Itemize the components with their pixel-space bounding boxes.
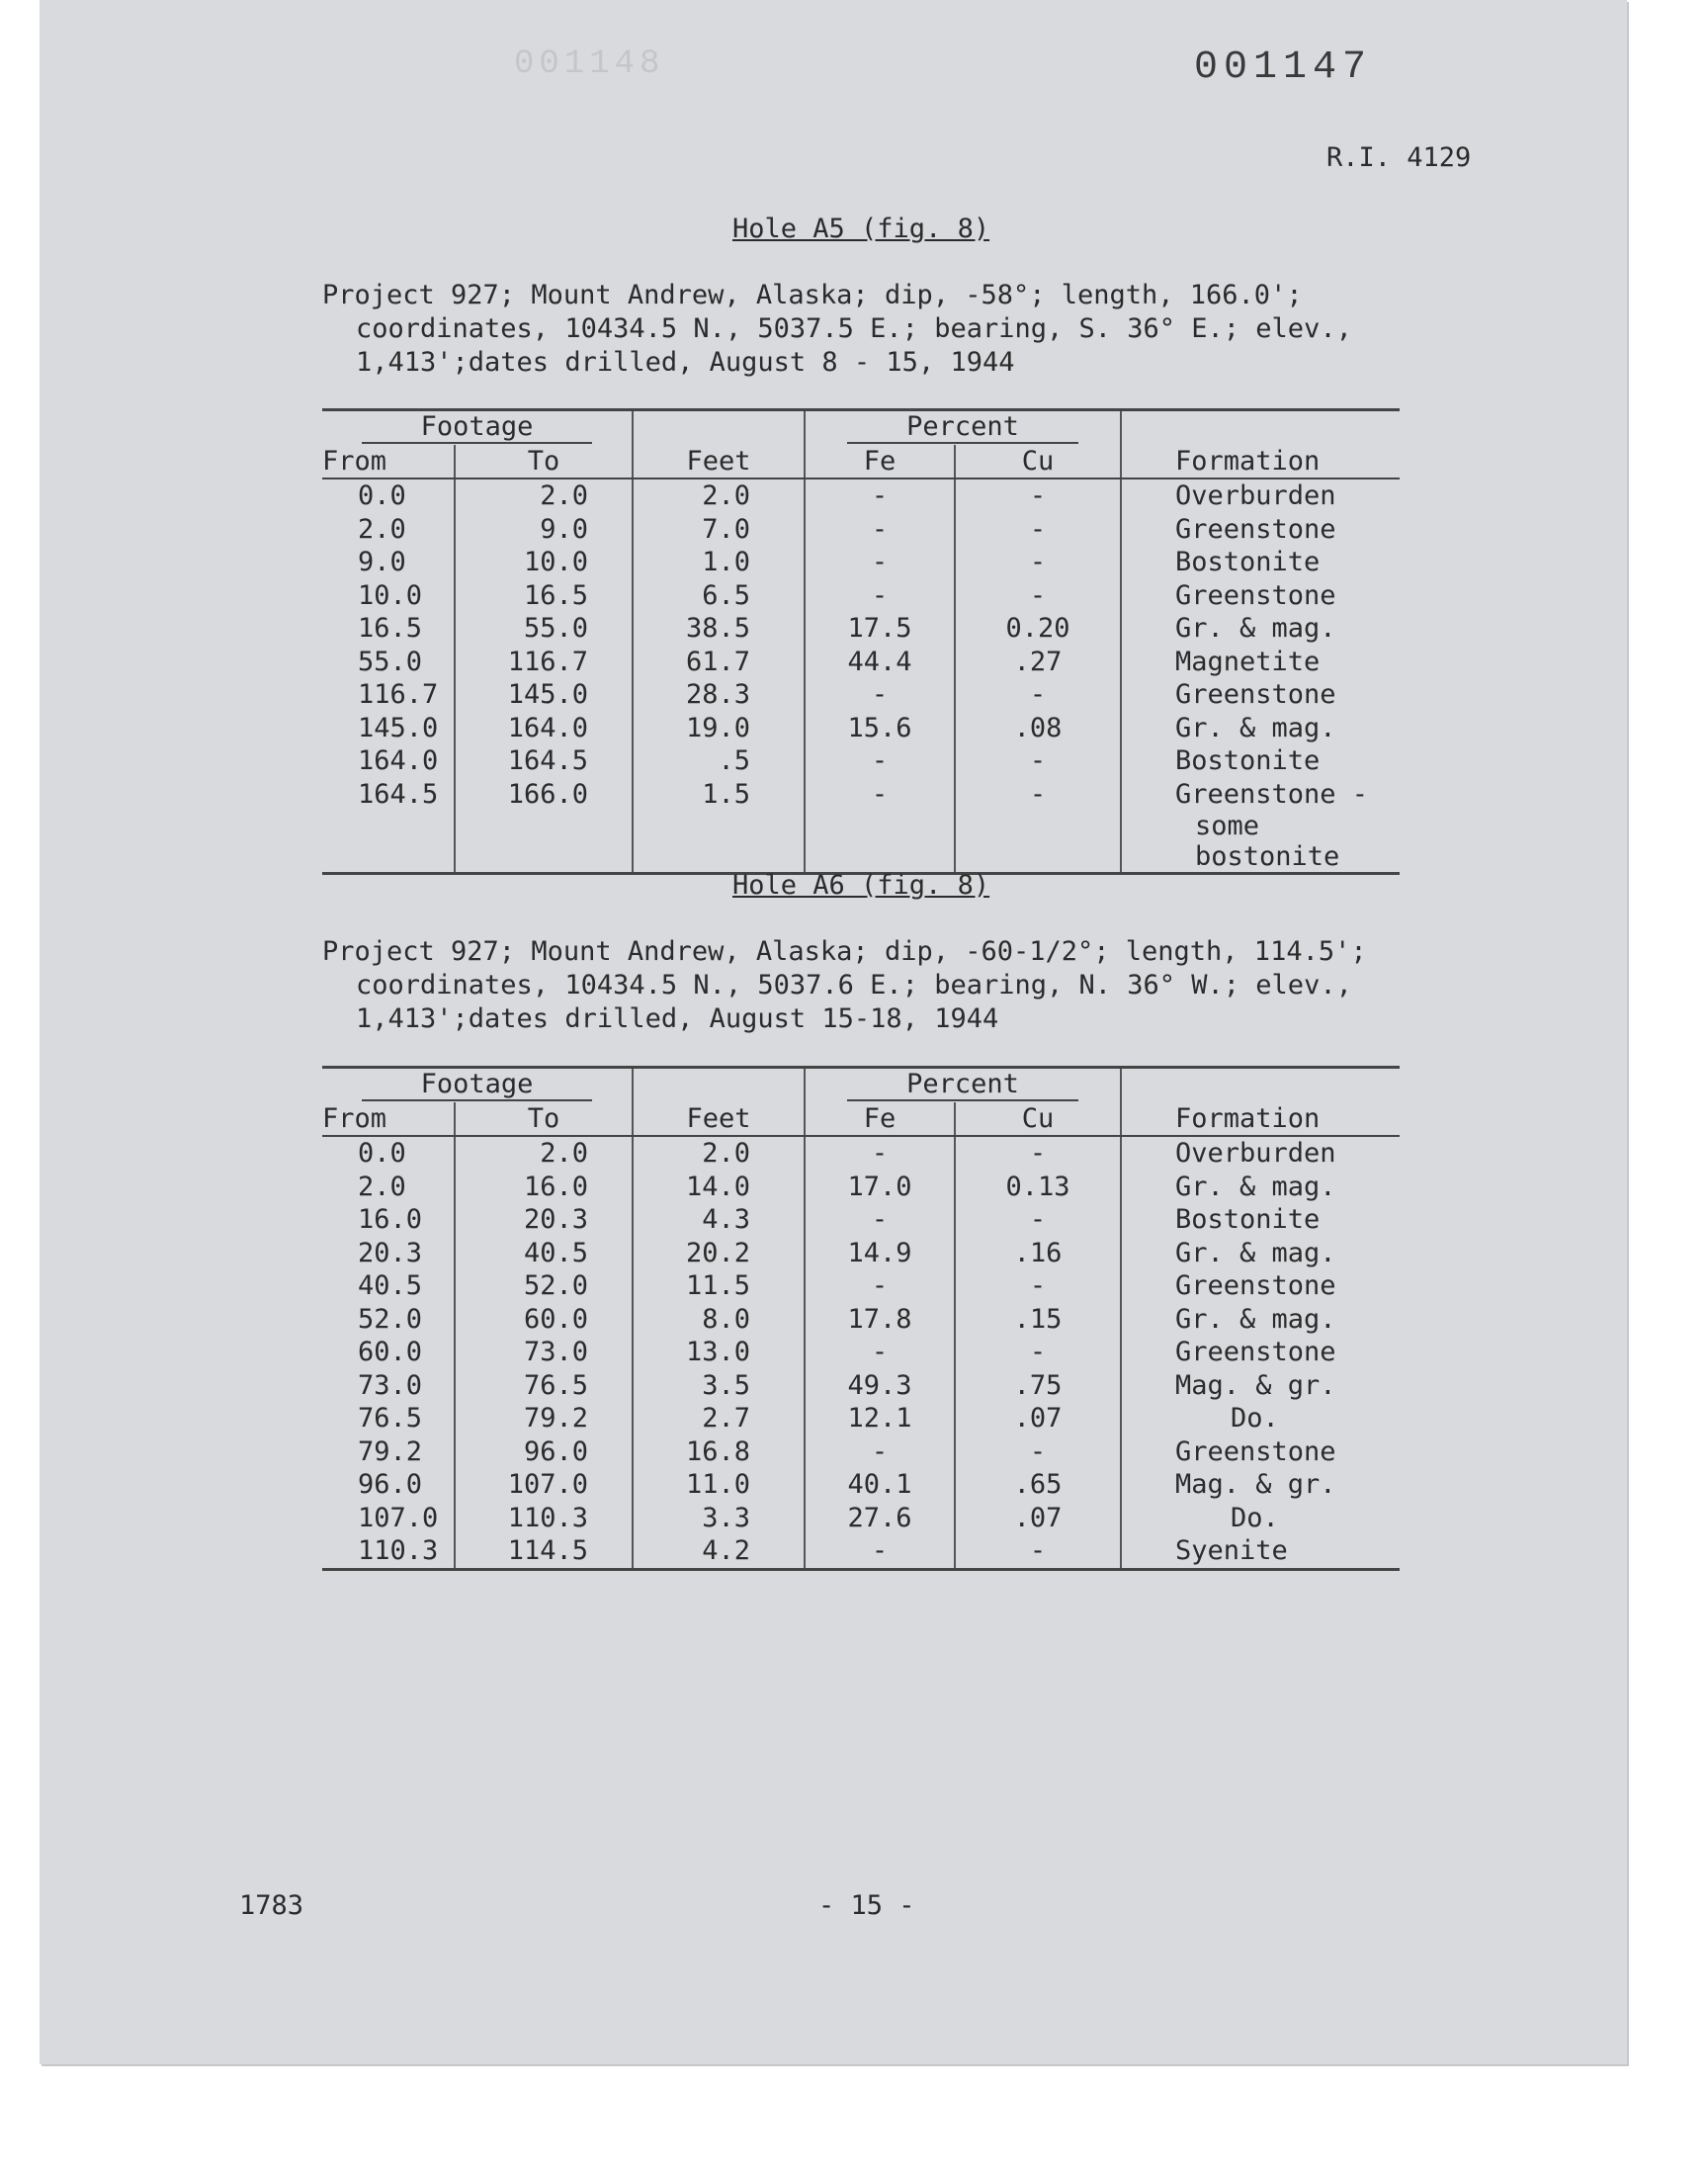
cell-cu: -: [955, 678, 1121, 712]
cell-formation: Greenstone: [1121, 1336, 1400, 1369]
fe-header: Fe: [805, 445, 955, 479]
cell-feet: 16.8: [633, 1436, 805, 1469]
formation-header: Formation: [1121, 1102, 1400, 1137]
hole-a6-table: [322, 1066, 1400, 1571]
cell-formation: Mag. & gr.: [1121, 1369, 1400, 1403]
cell-fe: -: [805, 579, 955, 613]
cell-to: 166.0: [455, 778, 633, 812]
cell-from: 116.7: [358, 679, 439, 711]
formation-header: Formation: [1121, 445, 1400, 479]
table-row: [322, 1136, 1400, 1171]
cell-from: 145.0: [358, 712, 439, 743]
cell-formation: Bostonite: [1121, 546, 1400, 579]
cell-fe: 15.6: [805, 712, 955, 745]
cell-fe: 17.8: [805, 1303, 955, 1337]
cell-fe: -: [805, 478, 955, 513]
cell-formation: Greenstone: [1121, 678, 1400, 712]
cell-feet: 1.0: [633, 546, 805, 579]
table-row: [322, 1468, 1400, 1502]
cell-cu: -: [955, 1203, 1121, 1237]
cell-formation: Greenstone: [1121, 579, 1400, 613]
cell-fe: [805, 811, 955, 874]
cell-from: 164.5: [358, 778, 439, 810]
hole-a5-desc-line-3: 1,413';dates drilled, August 8 - 15, 1944: [356, 347, 1015, 378]
cell-to: 76.5: [455, 1369, 633, 1403]
from-header: From: [322, 1102, 455, 1137]
cell-to: 73.0: [455, 1336, 633, 1369]
cell-feet: 28.3: [633, 678, 805, 712]
cell-fe: -: [805, 1436, 955, 1469]
cell-formation: Greenstone: [1121, 1436, 1400, 1469]
cell-to: 52.0: [455, 1269, 633, 1303]
cell-feet: 2.7: [633, 1402, 805, 1436]
cell-from: 76.5: [358, 1403, 423, 1435]
cell-cu: -: [955, 1336, 1121, 1369]
document-stamp-number: 001147: [1194, 45, 1373, 90]
cell-formation: Mag. & gr.: [1121, 1468, 1400, 1502]
cell-to: 16.0: [455, 1171, 633, 1204]
table-row: [322, 646, 1400, 679]
cell-cu: .27: [955, 646, 1121, 679]
cell-feet: 2.0: [633, 478, 805, 513]
cell-formation: Do.: [1121, 1402, 1400, 1436]
cell-fe: 12.1: [805, 1402, 955, 1436]
cell-from: 0.0: [358, 480, 406, 512]
table-subheader-row: [322, 445, 1400, 479]
cell-to: 55.0: [455, 612, 633, 646]
cell-formation: Bostonite: [1121, 1203, 1400, 1237]
cell-fe: -: [805, 1269, 955, 1303]
table-row: [322, 1269, 1400, 1303]
cell-feet: 8.0: [633, 1303, 805, 1337]
cell-from: 110.3: [322, 1534, 455, 1569]
hole-a5-table: [322, 408, 1400, 875]
cell-to: 40.5: [455, 1237, 633, 1270]
footage-group-header: Footage: [322, 1068, 633, 1102]
cell-cu: 0.20: [955, 612, 1121, 646]
cell-to: 79.2: [455, 1402, 633, 1436]
cell-feet: 13.0: [633, 1336, 805, 1369]
cell-to: 110.3: [455, 1502, 633, 1535]
table-header-row: [322, 410, 1400, 445]
cell-cu: -: [955, 1534, 1121, 1569]
cell-cu: -: [955, 1436, 1121, 1469]
cell-to: 2.0: [455, 478, 633, 513]
cell-to: 96.0: [455, 1436, 633, 1469]
cell-feet: 4.2: [633, 1534, 805, 1569]
to-header: To: [455, 1102, 633, 1137]
cell-formation: some bostonite: [1121, 811, 1400, 874]
cell-to: 60.0: [455, 1303, 633, 1337]
bleed-through-stamp: 001148: [514, 45, 665, 83]
cell-formation: Syenite: [1121, 1534, 1400, 1569]
cell-from: 16.5: [358, 613, 423, 645]
cell-cu: .16: [955, 1237, 1121, 1270]
to-header: To: [455, 445, 633, 479]
cell-fe: 44.4: [805, 646, 955, 679]
cell-from: 96.0: [358, 1469, 423, 1501]
cell-cu: [955, 811, 1121, 874]
table-row: [322, 1402, 1400, 1436]
document-page: [40, 0, 1627, 2064]
cell-from: 9.0: [358, 547, 406, 578]
cell-formation: Greenstone -: [1121, 778, 1400, 812]
cell-feet: 11.5: [633, 1269, 805, 1303]
cell-to: 9.0: [455, 513, 633, 547]
cell-feet: 38.5: [633, 612, 805, 646]
fe-header: Fe: [805, 1102, 955, 1137]
table-subheader-row: [322, 1102, 1400, 1137]
cell-to: 114.5: [455, 1534, 633, 1569]
cell-cu: 0.13: [955, 1171, 1121, 1204]
cell-cu: .08: [955, 712, 1121, 745]
cell-formation: Gr. & mag.: [1121, 1171, 1400, 1204]
cell-formation: Bostonite: [1121, 744, 1400, 778]
cell-formation: Magnetite: [1121, 646, 1400, 679]
cell-from: 10.0: [358, 579, 423, 611]
table-row: [322, 678, 1400, 712]
table-row: [322, 1303, 1400, 1337]
cell-cu: -: [955, 579, 1121, 613]
cell-to: 16.5: [455, 579, 633, 613]
cell-fe: -: [805, 778, 955, 812]
cell-feet: 4.3: [633, 1203, 805, 1237]
hole-a6-title: Hole A6 (fig. 8): [732, 870, 990, 901]
cell-cu: .07: [955, 1502, 1121, 1535]
cell-fe: 17.0: [805, 1171, 955, 1204]
cell-fe: -: [805, 1336, 955, 1369]
table-row: [322, 546, 1400, 579]
cell-cu: -: [955, 1269, 1121, 1303]
table-row: [322, 712, 1400, 745]
cell-cu: -: [955, 778, 1121, 812]
cell-feet: 1.5: [633, 778, 805, 812]
table-row: [322, 1203, 1400, 1237]
cell-cu: -: [955, 546, 1121, 579]
table-row: [322, 1336, 1400, 1369]
cell-formation: Overburden: [1121, 478, 1400, 513]
cell-cu: -: [955, 744, 1121, 778]
cell-formation: Gr. & mag.: [1121, 1237, 1400, 1270]
cell-fe: 17.5: [805, 612, 955, 646]
cell-feet: .5: [633, 744, 805, 778]
cell-from: 73.0: [358, 1369, 423, 1401]
hole-a6-desc-line-1: Project 927; Mount Andrew, Alaska; dip, -60-1/2°; length, 114.5';: [322, 936, 1367, 967]
table-row: [322, 513, 1400, 547]
cell-from: 2.0: [358, 1171, 406, 1202]
table-row: [322, 1436, 1400, 1469]
table-row: [322, 811, 1400, 874]
table-row: [322, 1369, 1400, 1403]
table-row: [322, 1502, 1400, 1535]
cell-feet: 2.0: [633, 1136, 805, 1171]
table-row: [322, 744, 1400, 778]
hole-a5-description: [322, 279, 1439, 380]
footage-group-header: Footage: [322, 410, 633, 445]
cell-from: 79.2: [358, 1436, 423, 1467]
cell-feet: 3.5: [633, 1369, 805, 1403]
cell-formation: Gr. & mag.: [1121, 712, 1400, 745]
hole-a6-desc-line-2: coordinates, 10434.5 N., 5037.6 E.; bearing, N. 36° W.; elev.,: [356, 970, 1352, 1000]
cell-to: [455, 811, 633, 874]
table-row: [322, 778, 1400, 812]
cell-formation: Greenstone: [1121, 1269, 1400, 1303]
hole-a6-description: [322, 935, 1439, 1036]
cell-formation: Overburden: [1121, 1136, 1400, 1171]
footer-reference-number: 1783: [239, 1890, 304, 1921]
cell-to: 10.0: [455, 546, 633, 579]
cell-fe: -: [805, 546, 955, 579]
cell-fe: 49.3: [805, 1369, 955, 1403]
cell-feet: 19.0: [633, 712, 805, 745]
cell-to: 164.5: [455, 744, 633, 778]
table-row: [322, 579, 1400, 613]
cell-feet: 14.0: [633, 1171, 805, 1204]
cell-feet: 61.7: [633, 646, 805, 679]
cell-formation: Gr. & mag.: [1121, 612, 1400, 646]
cell-fe: -: [805, 1534, 955, 1569]
cell-from: 20.3: [358, 1237, 423, 1268]
cell-from: 40.5: [358, 1270, 423, 1302]
table-row: [322, 1237, 1400, 1270]
cell-fe: -: [805, 1136, 955, 1171]
cell-feet: 11.0: [633, 1468, 805, 1502]
cell-to: 20.3: [455, 1203, 633, 1237]
cell-fe: -: [805, 678, 955, 712]
cell-cu: -: [955, 1136, 1121, 1171]
cell-cu: .75: [955, 1369, 1121, 1403]
percent-group-header: Percent: [805, 410, 1121, 445]
hole-a6-desc-line-3: 1,413';dates drilled, August 15-18, 1944: [356, 1003, 999, 1034]
cell-cu: .15: [955, 1303, 1121, 1337]
page-number: - 15 -: [818, 1890, 915, 1921]
feet-header: Feet: [633, 1102, 805, 1137]
cell-cu: -: [955, 478, 1121, 513]
cell-from: 60.0: [358, 1337, 423, 1368]
cell-fe: 40.1: [805, 1468, 955, 1502]
cell-from: [322, 811, 455, 874]
feet-header: Feet: [633, 445, 805, 479]
cell-from: 107.0: [358, 1502, 439, 1533]
cell-cu: .07: [955, 1402, 1121, 1436]
cu-header: Cu: [955, 1102, 1121, 1137]
table-row: [322, 478, 1400, 513]
cell-formation: Greenstone: [1121, 513, 1400, 547]
cell-feet: 20.2: [633, 1237, 805, 1270]
from-header: From: [322, 445, 455, 479]
cell-to: 2.0: [455, 1136, 633, 1171]
cell-feet: [633, 811, 805, 874]
cell-to: 145.0: [455, 678, 633, 712]
cell-fe: -: [805, 513, 955, 547]
cell-to: 164.0: [455, 712, 633, 745]
table-row: [322, 612, 1400, 646]
cell-feet: 7.0: [633, 513, 805, 547]
report-id: R.I. 4129: [1326, 142, 1472, 173]
cell-feet: 3.3: [633, 1502, 805, 1535]
cell-from: 164.0: [358, 745, 439, 777]
cell-to: 116.7: [455, 646, 633, 679]
hole-a5-desc-line-1: Project 927; Mount Andrew, Alaska; dip, -58°; length, 166.0';: [322, 280, 1303, 310]
cell-fe: 14.9: [805, 1237, 955, 1270]
hole-a5-title: Hole A5 (fig. 8): [732, 214, 990, 244]
cell-from: 52.0: [358, 1303, 423, 1335]
cell-to: 107.0: [455, 1468, 633, 1502]
percent-group-header: Percent: [805, 1068, 1121, 1102]
cu-header: Cu: [955, 445, 1121, 479]
cell-from: 0.0: [358, 1138, 406, 1170]
cell-cu: -: [955, 513, 1121, 547]
hole-a5-desc-line-2: coordinates, 10434.5 N., 5037.5 E.; bearing, S. 36° E.; elev.,: [356, 313, 1352, 344]
cell-fe: -: [805, 744, 955, 778]
table-row: [322, 1534, 1400, 1569]
cell-fe: -: [805, 1203, 955, 1237]
table-row: [322, 1171, 1400, 1204]
cell-feet: 6.5: [633, 579, 805, 613]
cell-fe: 27.6: [805, 1502, 955, 1535]
cell-formation: Do.: [1121, 1502, 1400, 1535]
table-header-row: [322, 1068, 1400, 1102]
cell-from: 55.0: [358, 646, 423, 677]
cell-from: 2.0: [358, 513, 406, 545]
cell-formation: Gr. & mag.: [1121, 1303, 1400, 1337]
cell-cu: .65: [955, 1468, 1121, 1502]
cell-from: 16.0: [358, 1204, 423, 1236]
